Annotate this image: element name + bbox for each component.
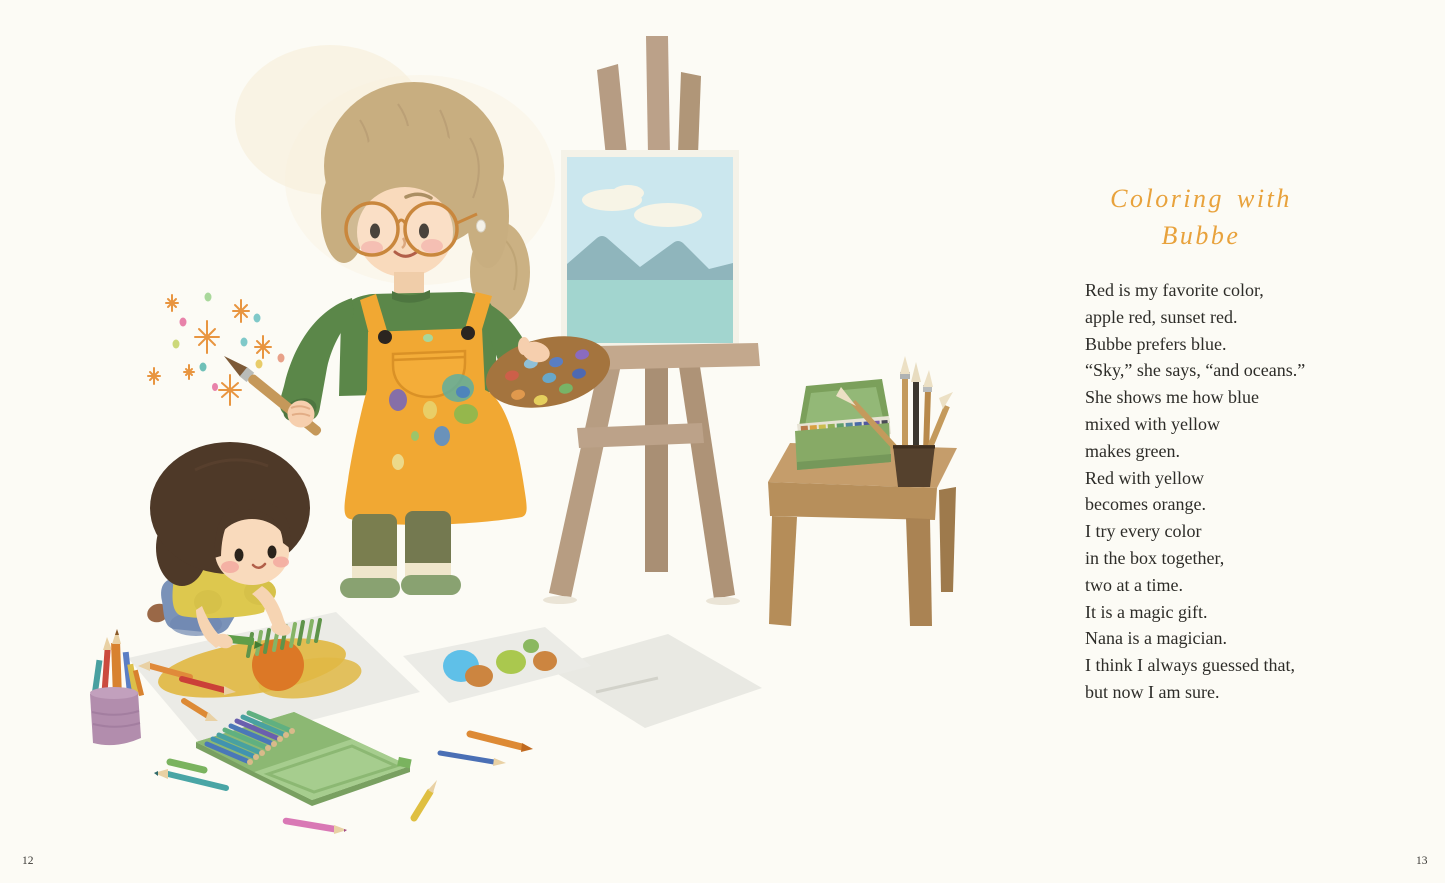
apron-button (378, 330, 392, 344)
poem-title (1078, 180, 1324, 254)
poem-line: Red is my favorite color, (1085, 280, 1264, 300)
child-face (215, 519, 289, 585)
poem-line: Bubbe prefers blue. (1085, 333, 1227, 354)
pencil-cup (90, 629, 144, 745)
orange-blob (465, 665, 493, 687)
easel (543, 36, 760, 605)
page-number-right: 13 (1416, 855, 1428, 867)
poem-title-line-1: Coloring with (1110, 184, 1292, 213)
paintbrush-bristles (911, 362, 921, 382)
poem-line: but now I am sure. (1085, 681, 1220, 702)
grandmother-shoe (401, 575, 461, 595)
apron-button (461, 326, 475, 340)
poem-line: apple red, sunset red. (1085, 306, 1238, 327)
small-green-blob (523, 639, 539, 653)
poem-line: She shows me how blue (1085, 387, 1259, 408)
grandmother-shoe (340, 578, 400, 598)
drawing-paper-blobs (403, 627, 591, 703)
poem-text (1085, 277, 1345, 706)
child-eye (235, 549, 244, 562)
poem-line: makes green. (1085, 440, 1180, 461)
paintbrush-bristles (923, 370, 933, 387)
poem-title-line-2: Bubbe (1161, 221, 1241, 250)
poem-line: “Sky,” she says, “and oceans.” (1085, 360, 1306, 381)
blank-paper (548, 634, 762, 728)
child (145, 442, 310, 651)
poem-line: It is a magic gift. (1085, 601, 1208, 622)
poem-line: I think I always guessed that, (1085, 655, 1295, 676)
child-eye (268, 546, 277, 559)
poem-line: I try every color (1085, 521, 1202, 542)
cloud (612, 185, 644, 201)
poem-line: Red with yellow (1085, 467, 1204, 488)
poem-line: becomes orange. (1085, 494, 1206, 515)
paintbrush-bristles (900, 356, 910, 374)
pearl-earring (477, 220, 486, 232)
poem-line: Nana is a magician. (1085, 628, 1227, 649)
easel-canvas (561, 150, 739, 350)
orange-blob (533, 651, 557, 671)
green-blob (496, 650, 526, 674)
page-number-left: 12 (22, 855, 34, 867)
cloud (634, 203, 702, 227)
poem-line: in the box together, (1085, 547, 1225, 568)
poem-line: two at a time. (1085, 574, 1183, 595)
poem-line: mixed with yellow (1085, 413, 1220, 434)
